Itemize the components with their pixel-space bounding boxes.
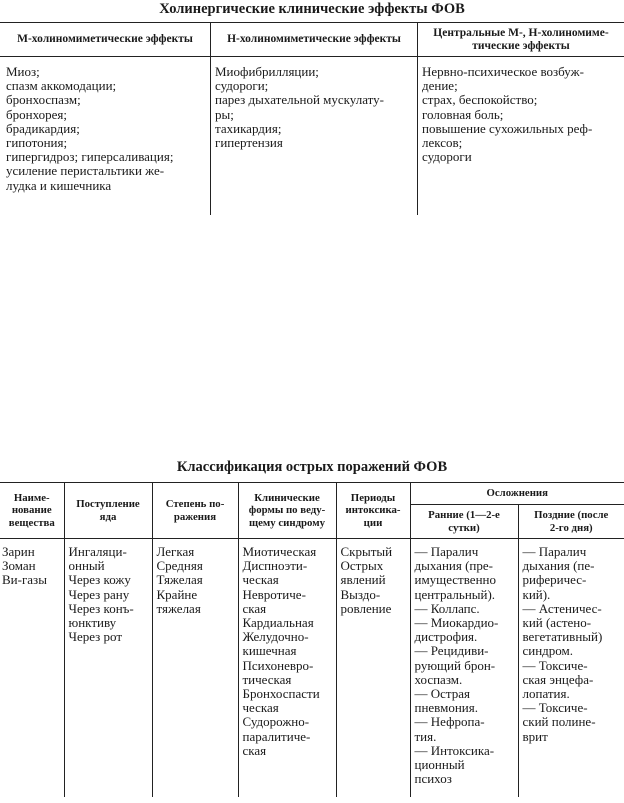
cell-line: вегетативный) — [522, 629, 603, 645]
cell-line: судороги — [422, 149, 472, 165]
cell-line: — Нефропа- — [414, 714, 485, 730]
cell-line: Миотическая — [242, 544, 317, 559]
cholinergic-effects-table — [0, 22, 624, 215]
cell-line: — Паралич — [414, 544, 479, 559]
cell-line: синдром. — [522, 643, 574, 659]
cell-line: Зарин — [2, 544, 35, 559]
table2-col-degree — [152, 539, 238, 798]
table1-header-m: М-холиномиметические эффекты — [0, 23, 211, 57]
table2-header-degree: Степень по- ражения — [152, 483, 238, 539]
cell-line: — Токсиче- — [522, 657, 588, 673]
cell-line: ровление — [340, 600, 392, 616]
cell-line: дыхания (пре- — [414, 558, 493, 574]
cell-line: Крайне — [156, 586, 198, 602]
cell-line: Миофибрилляции; — [215, 64, 319, 79]
cell-line: ческая — [242, 700, 279, 716]
table2-title: Классификация острых поражений ФОВ — [176, 459, 448, 475]
cell-line: Средняя — [156, 558, 203, 574]
table2-header-late: Поздние (после 2-го дня) — [518, 505, 624, 539]
cell-line: Судорожно- — [242, 714, 310, 730]
cell-line: ская энцефа- — [522, 671, 594, 687]
cell-line: Выздо- — [340, 586, 381, 602]
cell-line: ческая — [242, 572, 279, 588]
cell-line: лопатия. — [522, 686, 570, 702]
table2-header-entry: Поступление яда — [64, 483, 152, 539]
cell-line: — Интоксика- — [414, 742, 495, 758]
cell-line: бронхоспазм; — [6, 92, 81, 108]
acute-lesions-classification-table — [0, 482, 624, 797]
cell-line: дение; — [422, 78, 458, 94]
cell-line: Скрытый — [340, 544, 393, 559]
cell-line: пневмония. — [414, 700, 478, 716]
cell-line: — Астеничес- — [522, 600, 602, 616]
cell-line: хоспазм. — [414, 671, 463, 687]
table2-col-name — [0, 539, 64, 798]
cell-line: риферичес- — [522, 572, 587, 588]
cell-line: парез дыхательной мускулату- — [215, 92, 384, 108]
table2-col-early — [410, 539, 518, 798]
cell-line: головная боль; — [422, 106, 504, 122]
table2-header-forms: Клинические формы по веду- щему синдрому — [238, 483, 336, 539]
table1-col-central — [418, 57, 624, 216]
cell-line: имущественно — [414, 572, 496, 588]
table1-title: Холинергические клинические эффекты ФОВ — [159, 1, 465, 17]
cell-line: — Рецидиви- — [414, 643, 489, 659]
cell-line: тяжелая — [156, 600, 201, 616]
cell-line: лудка и кишечника — [6, 177, 112, 193]
cell-line: дистрофия. — [414, 629, 478, 645]
cell-line: центральный). — [414, 586, 496, 602]
cell-line: бронхорея; — [6, 106, 67, 122]
cell-line: рующий брон- — [414, 657, 496, 673]
cell-line: Диспноэти- — [242, 558, 308, 574]
cell-line: паралитиче- — [242, 728, 311, 744]
cell-line: гипертензия — [215, 135, 283, 151]
table1-col-n — [211, 57, 418, 216]
table2-col-entry — [64, 539, 152, 798]
cell-line: — Токсиче- — [522, 700, 588, 716]
cell-line: Ви-газы — [2, 572, 47, 588]
cell-line: Невротиче- — [242, 586, 306, 602]
cell-line: ский полине- — [522, 714, 596, 730]
cell-line: усиление перистальтики же- — [6, 163, 165, 179]
cell-line: Через рот — [68, 629, 123, 645]
cell-line: дыхания (пе- — [522, 558, 595, 574]
cell-line: юнктиву — [68, 615, 117, 631]
cell-line: явлений — [340, 572, 386, 588]
cell-line: — Паралич — [522, 544, 587, 559]
table2-col-late — [518, 539, 624, 798]
cell-line: гипотония; — [6, 135, 68, 151]
cell-line: врит — [522, 728, 548, 744]
cell-line: кий (астено- — [522, 615, 592, 631]
cell-line: брадикардия; — [6, 120, 80, 136]
cell-line: гипергидроз; гиперсаливация; — [6, 149, 174, 165]
cell-line: спазм аккомодации; — [6, 78, 117, 94]
cell-line: Нервно-психическое возбуж- — [422, 64, 584, 79]
cell-line: Миоз; — [6, 64, 40, 79]
cell-line: Бронхоспасти — [242, 686, 320, 702]
table2-header-name: Наиме- нование вещества — [0, 483, 64, 539]
cell-line: Желудочно- — [242, 629, 309, 645]
cell-line: тахикардия; — [215, 120, 282, 136]
table2-body-row — [0, 539, 624, 798]
cell-line: страх, беспокойство; — [422, 92, 538, 108]
cell-line: ская — [242, 742, 267, 758]
cell-line: ры; — [215, 106, 234, 122]
table2-header-periods: Периоды интоксика- ции — [336, 483, 410, 539]
table1-body-row — [0, 57, 624, 216]
cell-line: Ингаляци- — [68, 544, 127, 559]
cell-line: лексов; — [422, 135, 463, 151]
cell-line: кишечная — [242, 643, 297, 659]
table1-header-row — [0, 23, 624, 57]
cell-line: — Острая — [414, 686, 470, 702]
cell-line: судороги; — [215, 78, 269, 94]
cell-line: ская — [242, 600, 267, 616]
cell-line: Через конъ- — [68, 600, 134, 616]
table1-col-m — [0, 57, 211, 216]
table2-header-complications: Осложнения — [410, 483, 624, 505]
table1-header-n: Н-холиномиметические эффекты — [211, 23, 418, 57]
cell-line: Тяжелая — [156, 572, 203, 588]
table1-header-central: Центральные М-, Н-холиномиме- тические эффекты — [418, 23, 624, 57]
cell-line: — Коллапс. — [414, 600, 480, 616]
cell-line: Острых — [340, 558, 384, 574]
cell-line: Кардиальная — [242, 615, 314, 631]
table2-header-row-1 — [0, 483, 624, 505]
cell-line: тическая — [242, 671, 292, 687]
table2-col-forms — [238, 539, 336, 798]
cell-line: тия. — [414, 728, 437, 744]
cell-line: ционный — [414, 757, 465, 773]
cell-line: Зоман — [2, 558, 36, 574]
cell-line: кий). — [522, 586, 551, 602]
cell-line: Легкая — [156, 544, 195, 559]
cell-line: психоз — [414, 771, 452, 787]
table2-header-early: Ранние (1—2-е сутки) — [410, 505, 518, 539]
table2-col-periods — [336, 539, 410, 798]
cell-line: повышение сухожильных реф- — [422, 120, 593, 136]
cell-line: Психоневро- — [242, 657, 314, 673]
cell-line: онный — [68, 558, 105, 574]
cell-line: Через кожу — [68, 572, 131, 588]
cell-line: — Миокардио- — [414, 615, 499, 631]
cell-line: Через рану — [68, 586, 130, 602]
